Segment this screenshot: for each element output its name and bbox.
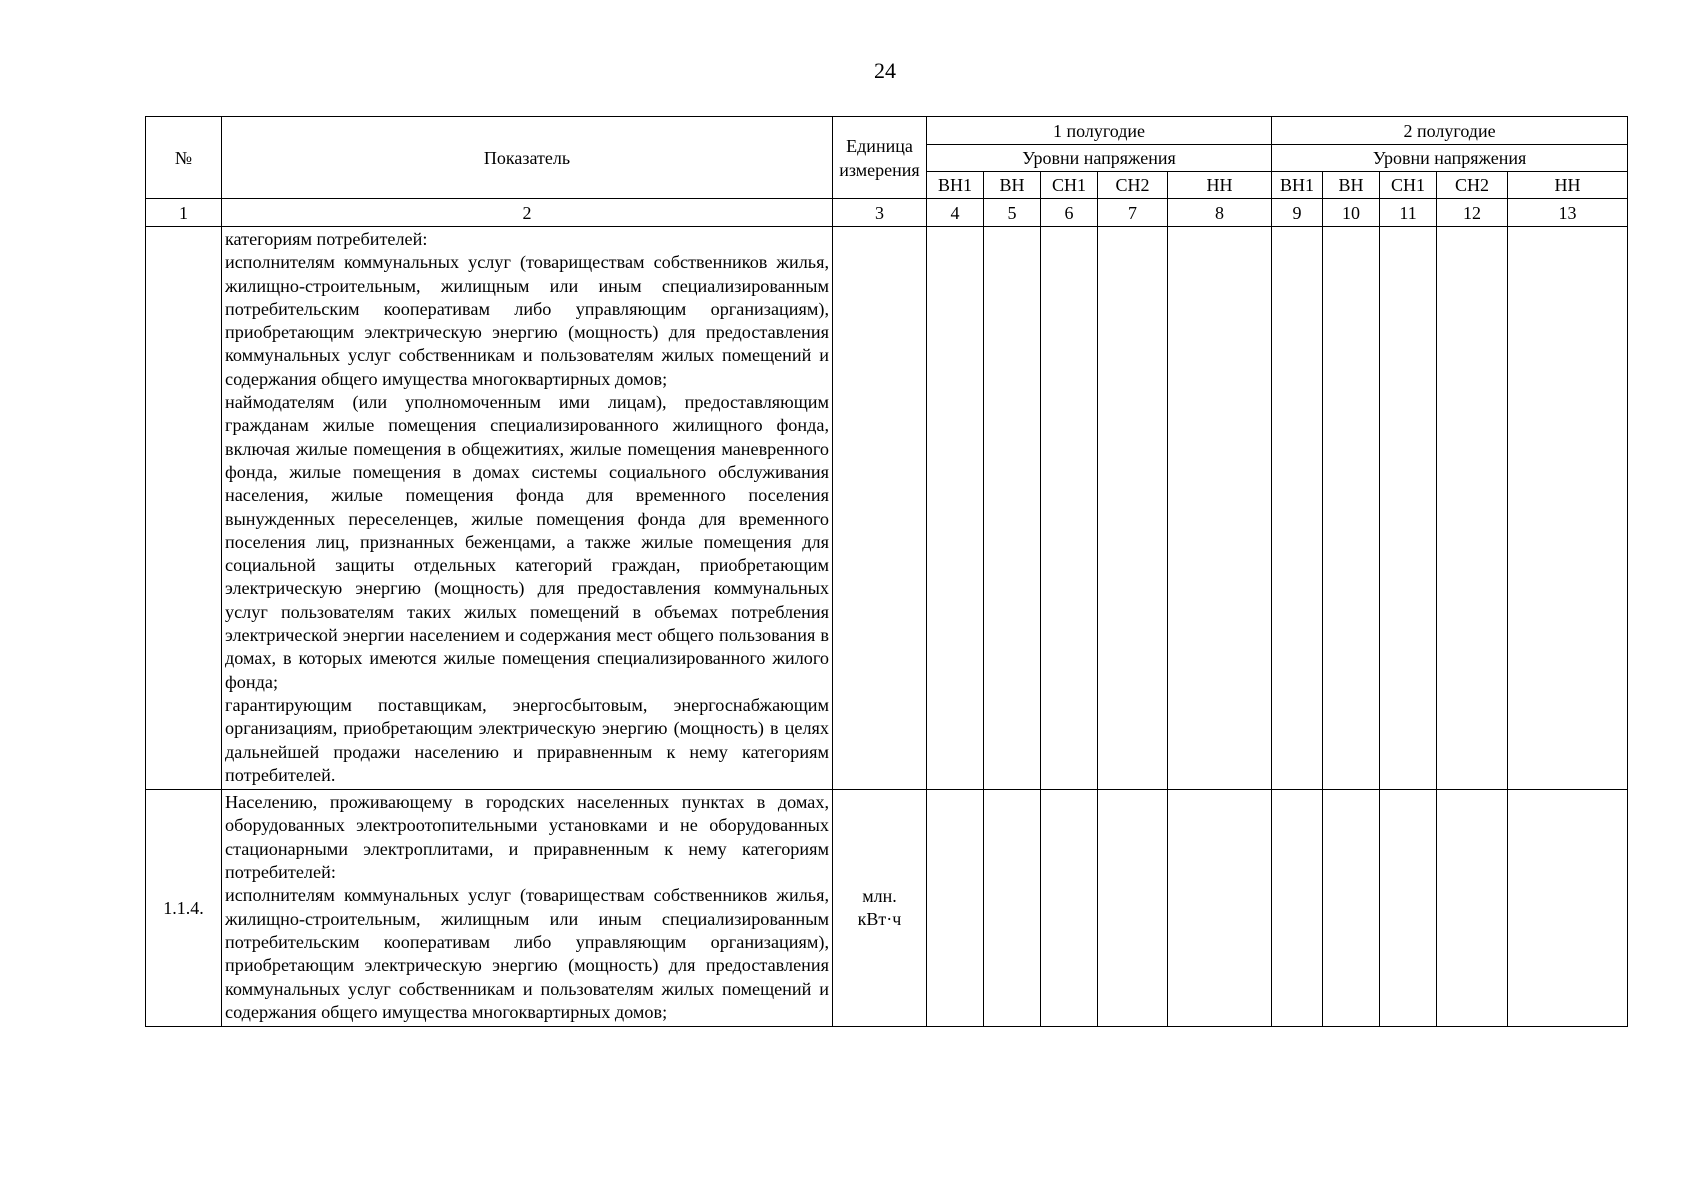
column-number: 4 [927,199,984,227]
column-number: 11 [1380,199,1437,227]
header-half1: 1 полугодие [927,117,1272,145]
level-header: СН2 [1437,172,1508,199]
header-indicator: Показатель [222,117,833,199]
row-paragraph: исполнителям коммунальных услуг (товариществам собственников жилья, жилищно-строительным, жилищным или иным специализированным потребительским кооперативам либо управляющим организациям), приобретающим электрическую энергию (мощность) для предоставления коммунальных услуг собственникам и пользователям жилых помещений и содержания общего имущества многоквартирных домов; [225,885,829,1022]
value-cell [984,790,1041,1027]
value-cell [927,790,984,1027]
level-header: НН [1168,172,1272,199]
column-number: 8 [1168,199,1272,227]
value-cell [1380,790,1437,1027]
row-paragraph: гарантирующим поставщикам, энергосбытовым, энергоснабжающим организациям, приобретающим электрическую энергию (мощность) в целях дальнейшей продажи населению и приравненным к нему категориям потребителей. [225,694,829,785]
column-number: 6 [1041,199,1098,227]
header-voltage-levels-2: Уровни напряжения [1272,145,1628,172]
column-number: 3 [833,199,927,227]
column-number: 12 [1437,199,1508,227]
row-number [146,227,222,790]
value-cell [1380,227,1437,790]
table-row [146,790,1628,1027]
level-header: НН [1508,172,1628,199]
value-cell [984,227,1041,790]
indicator-table [145,116,1628,1027]
header-half2: 2 полугодие [1272,117,1628,145]
level-header: ВН1 [1272,172,1323,199]
level-header: ВН1 [927,172,984,199]
row-paragraph: наймодателям (или уполномоченным ими лицам), предоставляющим гражданам жилые помещения специализированного жилищного фонда, включая жилые помещения в общежитиях, жилые помещения маневренного фонда, жилые помещения в домах системы социального обслуживания населения, жилые помещения фонда для временного поселения вынужденных переселенцев, жилые помещения фонда для временного поселения лиц, признанных беженцами, а также жилые помещения для социальной защиты отдельных категорий граждан, приобретающим электрическую энергию (мощность) для предоставления коммунальных услуг пользователям таких жилых помещений в объемах потребления электрической энергии населением и содержания мест общего пользования в домах, в которых имеются жилые помещения специализированного жилого фонда; [225,392,829,692]
value-cell [1272,227,1323,790]
value-cell [1323,227,1380,790]
column-number-row [146,199,1628,227]
value-cell [1437,227,1508,790]
value-cell [1323,790,1380,1027]
row-unit-line2: кВт·ч [857,909,902,930]
column-number: 7 [1098,199,1168,227]
row-indicator-text [222,227,833,790]
header-unit [833,117,927,199]
level-header: СН1 [1041,172,1098,199]
value-cell [1098,227,1168,790]
row-unit-line1: млн. [862,886,897,907]
column-number: 2 [222,199,833,227]
row-unit [833,227,927,790]
table-row [146,227,1628,790]
header-unit-line2: измерения [839,159,920,180]
row-indicator-text [222,790,833,1027]
value-cell [1508,790,1628,1027]
level-header: ВН [984,172,1041,199]
value-cell [1437,790,1508,1027]
header-number: № [146,117,222,199]
row-paragraph: Населению, проживающему в городских населенных пунктах в домах, оборудованных электроотопительными установками и не оборудованных стационарными электроплитами, и приравненным к нему категориям потребителей: [225,792,829,883]
level-header: СН2 [1098,172,1168,199]
header-voltage-levels-1: Уровни напряжения [927,145,1272,172]
row-unit [833,790,927,1027]
row-paragraph: категориям потребителей: [225,229,428,249]
value-cell [1168,790,1272,1027]
page-number: 24 [874,58,896,83]
value-cell [1168,227,1272,790]
level-header: ВН [1323,172,1380,199]
column-number: 13 [1508,199,1628,227]
row-paragraph: исполнителям коммунальных услуг (товариществам собственников жилья, жилищно-строительным, жилищным или иным специализированным потребительским кооперативам либо управляющим организациям), приобретающим электрическую энергию (мощность) для предоставления коммунальных услуг собственникам и пользователям жилых помещений и содержания общего имущества многоквартирных домов; [225,252,829,389]
value-cell [1508,227,1628,790]
value-cell [1098,790,1168,1027]
column-number: 9 [1272,199,1323,227]
value-cell [1272,790,1323,1027]
column-number: 10 [1323,199,1380,227]
header-row-1 [146,117,1628,145]
level-header: СН1 [1380,172,1437,199]
value-cell [927,227,984,790]
header-unit-line1: Единица [846,135,913,156]
value-cell [1041,227,1098,790]
value-cell [1041,790,1098,1027]
column-number: 1 [146,199,222,227]
column-number: 5 [984,199,1041,227]
row-number: 1.1.4. [146,790,222,1027]
